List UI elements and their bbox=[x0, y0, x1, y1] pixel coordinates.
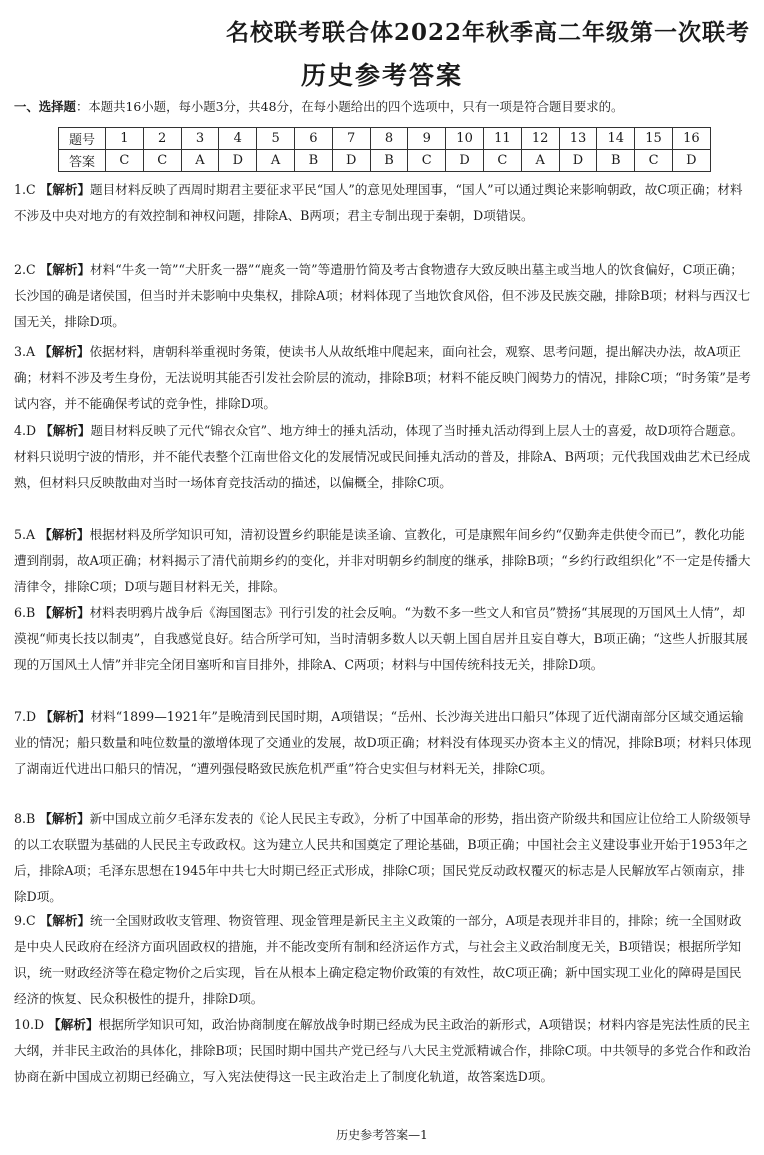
table-row-label-number: 题号 bbox=[59, 128, 106, 150]
analysis-tag: 【解析】 bbox=[39, 913, 91, 928]
item-text: 题目材料反映了元代“锦衣众官”、地方绅士的捶丸活动，体现了当时捶丸活动得到上层人士的喜爱，故D项符合题意。材料只说明宁波的情形，并不能代表整个江南世俗文化的发展情况或民间捶丸活动的普及，排除A、B两项；元代我国戏曲艺术已经成熟，但材料只反映散曲对当时一场体育竞技活动的描述，以偏概全，排除C项。 bbox=[14, 423, 751, 490]
item-text: 题目材料反映了西周时期君主要征求平民“国人”的意见处理国事，“国人”可以通过舆论来影响朝政，故C项正确；材料不涉及中央对地方的有效控制和神权问题，排除A、B两项；君主专制出现于秦朝，D项错误。 bbox=[14, 182, 743, 223]
explanation-item-4 bbox=[14, 418, 752, 496]
explanation-item-6 bbox=[14, 600, 752, 678]
answer-cell: C bbox=[106, 150, 144, 172]
section-heading bbox=[14, 97, 754, 115]
item-number: 4.D bbox=[14, 423, 37, 438]
question-number-cell: 11 bbox=[483, 128, 521, 150]
answer-cell: C bbox=[635, 150, 673, 172]
answer-cell: C bbox=[143, 150, 181, 172]
explanation-item-8 bbox=[14, 806, 752, 910]
item-text: 材料“牛炙一笥”“犬肝炙一器”“鹿炙一笥”等遣册竹简及考古食物遗存大致反映出墓主或当地人的饮食偏好，C项正确；长沙国的确是诸侯国，但当时并未影响中央集权，排除A项；材料体现了当地饮食风俗，但不涉及民族交融，排除B项；材料与西汉七国无关，排除D项。 bbox=[14, 262, 751, 329]
analysis-tag: 【解析】 bbox=[40, 423, 91, 438]
analysis-tag: 【解析】 bbox=[39, 262, 91, 277]
item-number: 9.C bbox=[14, 913, 36, 928]
answer-cell: B bbox=[370, 150, 408, 172]
item-text: 依据材料，唐朝科举重视时务策，使读书人从故纸堆中爬起来，面向社会，观察、思考问题，提出解决办法，故A项正确；材料不涉及考生身份，无法说明其能否引发社会阶层的流动，排除B项；材料不能反映门阀势力的情况，排除C项；“时务策”是考试内容，并不能确保考试的竞争性，排除D项。 bbox=[14, 344, 752, 411]
question-number-cell: 8 bbox=[370, 128, 408, 150]
question-number-cell: 16 bbox=[672, 128, 710, 150]
analysis-tag: 【解析】 bbox=[39, 605, 90, 620]
answer-table-answers-row bbox=[59, 150, 711, 172]
item-text: 统一全国财政收支管理、物资管理、现金管理是新民主主义政策的一部分，A项是表现并非目的，排除；统一全国财政是中央人民政府在经济方面巩固政权的措施，并不能改变所有制和经济运作方式，与社会主义政治制度无关，B项错误；根据所学知识，统一财政经济等在稳定物价之后实现，旨在从根本上确定稳定物价政策的有效性，故C项正确；新中国实现工业化的障碍是国民经济的恢复、民众积极性的提升，排除D项。 bbox=[14, 913, 742, 1006]
explanation-item-9 bbox=[14, 908, 752, 1012]
question-number-cell: 1 bbox=[106, 128, 144, 150]
answer-cell: D bbox=[219, 150, 257, 172]
question-number-cell: 5 bbox=[257, 128, 295, 150]
answer-cell: A bbox=[257, 150, 295, 172]
item-text: 材料表明鸦片战争后《海国图志》刊行引发的社会反响。“为数不多一些文人和官员”赞扬“其展现的万国风土人情”，却漠视“师夷长技以制夷”，自我感觉良好。结合所学可知，当时清朝多数人以天朝上国自居并且妄自尊大，B项正确；“这些人折服其展现的万国风土人情”并非完全闭目塞听和盲目排外，排除A、C两项；材料与中国传统科技无关，排除D项。 bbox=[14, 605, 748, 672]
item-number: 7.D bbox=[14, 709, 37, 724]
item-number: 2.C bbox=[14, 262, 36, 277]
answer-cell: C bbox=[408, 150, 446, 172]
item-text: 材料“1899—1921年”是晚清到民国时期，A项错误；“岳州、长沙海关进出口船只”体现了近代湖南部分区域交通运输业的情况；船只数量和吨位数量的激增体现了交通业的发展，故D项正确；材料没有体现买办资本主义的情况，排除B项；材料只体现了湖南近代进出口船只的情况，“遭列强侵略致民族危机严重”符合史实但与材料无关，排除C项。 bbox=[14, 709, 752, 776]
explanation-item-10 bbox=[14, 1012, 752, 1090]
document-subtitle: 历史参考答案 bbox=[300, 61, 463, 90]
analysis-tag: 【解析】 bbox=[39, 811, 90, 826]
explanation-item-2 bbox=[14, 257, 752, 335]
question-number-cell: 15 bbox=[635, 128, 673, 150]
answer-cell: A bbox=[181, 150, 219, 172]
item-number: 1.C bbox=[14, 182, 36, 197]
item-number: 3.A bbox=[14, 344, 36, 359]
item-text: 新中国成立前夕毛泽东发表的《论人民民主专政》，分析了中国革命的形势，指出资产阶级共和国应让位给工人阶级领导的以工农联盟为基础的人民民主专政政权。这为建立人民共和国奠定了理论基础，B项正确；中国社会主义建设事业开始于1953年之后，排除A项；毛泽东思想在1945年中共七大时期已经正式形成，排除C项；国民党反动政权覆灭的标志是人民解放军占领南京，排除D项。 bbox=[14, 811, 751, 904]
question-number-cell: 7 bbox=[332, 128, 370, 150]
explanation-item-7 bbox=[14, 704, 752, 782]
answer-cell: D bbox=[672, 150, 710, 172]
answer-cell: A bbox=[521, 150, 559, 172]
section-label: 一、选择题 bbox=[14, 99, 76, 114]
section-instructions: ：本题共16小题，每小题3分，共48分，在每小题给出的四个选项中，只有一项是符合题目要求的。 bbox=[75, 99, 624, 114]
question-number-cell: 6 bbox=[294, 128, 332, 150]
item-number: 6.B bbox=[14, 605, 36, 620]
exam-title: 名校联考联合体2022年秋季高二年级第一次联考 bbox=[225, 19, 750, 46]
question-number-cell: 14 bbox=[597, 128, 635, 150]
analysis-tag: 【解析】 bbox=[39, 344, 90, 359]
table-row-label-answer: 答案 bbox=[59, 150, 106, 172]
page-footer: 历史参考答案—1 bbox=[336, 1128, 428, 1142]
analysis-tag: 【解析】 bbox=[40, 709, 91, 724]
answer-cell: D bbox=[332, 150, 370, 172]
question-number-cell: 4 bbox=[219, 128, 257, 150]
analysis-tag: 【解析】 bbox=[39, 182, 91, 197]
item-number: 5.A bbox=[14, 527, 36, 542]
answer-cell: B bbox=[294, 150, 332, 172]
item-number: 8.B bbox=[14, 811, 36, 826]
question-number-cell: 9 bbox=[408, 128, 446, 150]
item-text: 根据所学知识可知，政治协商制度在解放战争时期已经成为民主政治的新形式，A项错误；材料内容是宪法性质的民主大纲，并非民主政治的具体化，排除B项；民国时期中国共产党已经与八大民主党派精诚合作，排除C项。中共领导的多党合作和政治协商在新中国成立初期已经确立，写入宪法使得这一民主政治走上了制度化轨道，故答案选D项。 bbox=[14, 1017, 751, 1084]
analysis-tag: 【解析】 bbox=[48, 1017, 99, 1032]
analysis-tag: 【解析】 bbox=[39, 527, 90, 542]
answer-table bbox=[58, 127, 711, 172]
answer-cell: D bbox=[559, 150, 597, 172]
answer-cell: D bbox=[446, 150, 484, 172]
answer-table-numbers-row bbox=[59, 128, 711, 150]
item-number: 10.D bbox=[14, 1017, 45, 1032]
question-number-cell: 12 bbox=[521, 128, 559, 150]
explanation-item-1 bbox=[14, 177, 752, 229]
answer-cell: C bbox=[483, 150, 521, 172]
question-number-cell: 3 bbox=[181, 128, 219, 150]
explanation-item-5 bbox=[14, 522, 752, 600]
question-number-cell: 2 bbox=[143, 128, 181, 150]
question-number-cell: 10 bbox=[446, 128, 484, 150]
question-number-cell: 13 bbox=[559, 128, 597, 150]
explanation-item-3 bbox=[14, 339, 752, 417]
answer-cell: B bbox=[597, 150, 635, 172]
item-text: 根据材料及所学知识可知，清初设置乡约职能是读圣谕、宣教化，可是康熙年间乡约“仅勤奔走供使令而已”，教化功能遭到削弱，故A项正确；材料揭示了清代前期乡约的变化，并非对明朝乡约制度的继承，排除B项；“乡约行政组织化”不一定是传播大清律令，排除C项；D项与题目材料无关，排除。 bbox=[14, 527, 751, 594]
